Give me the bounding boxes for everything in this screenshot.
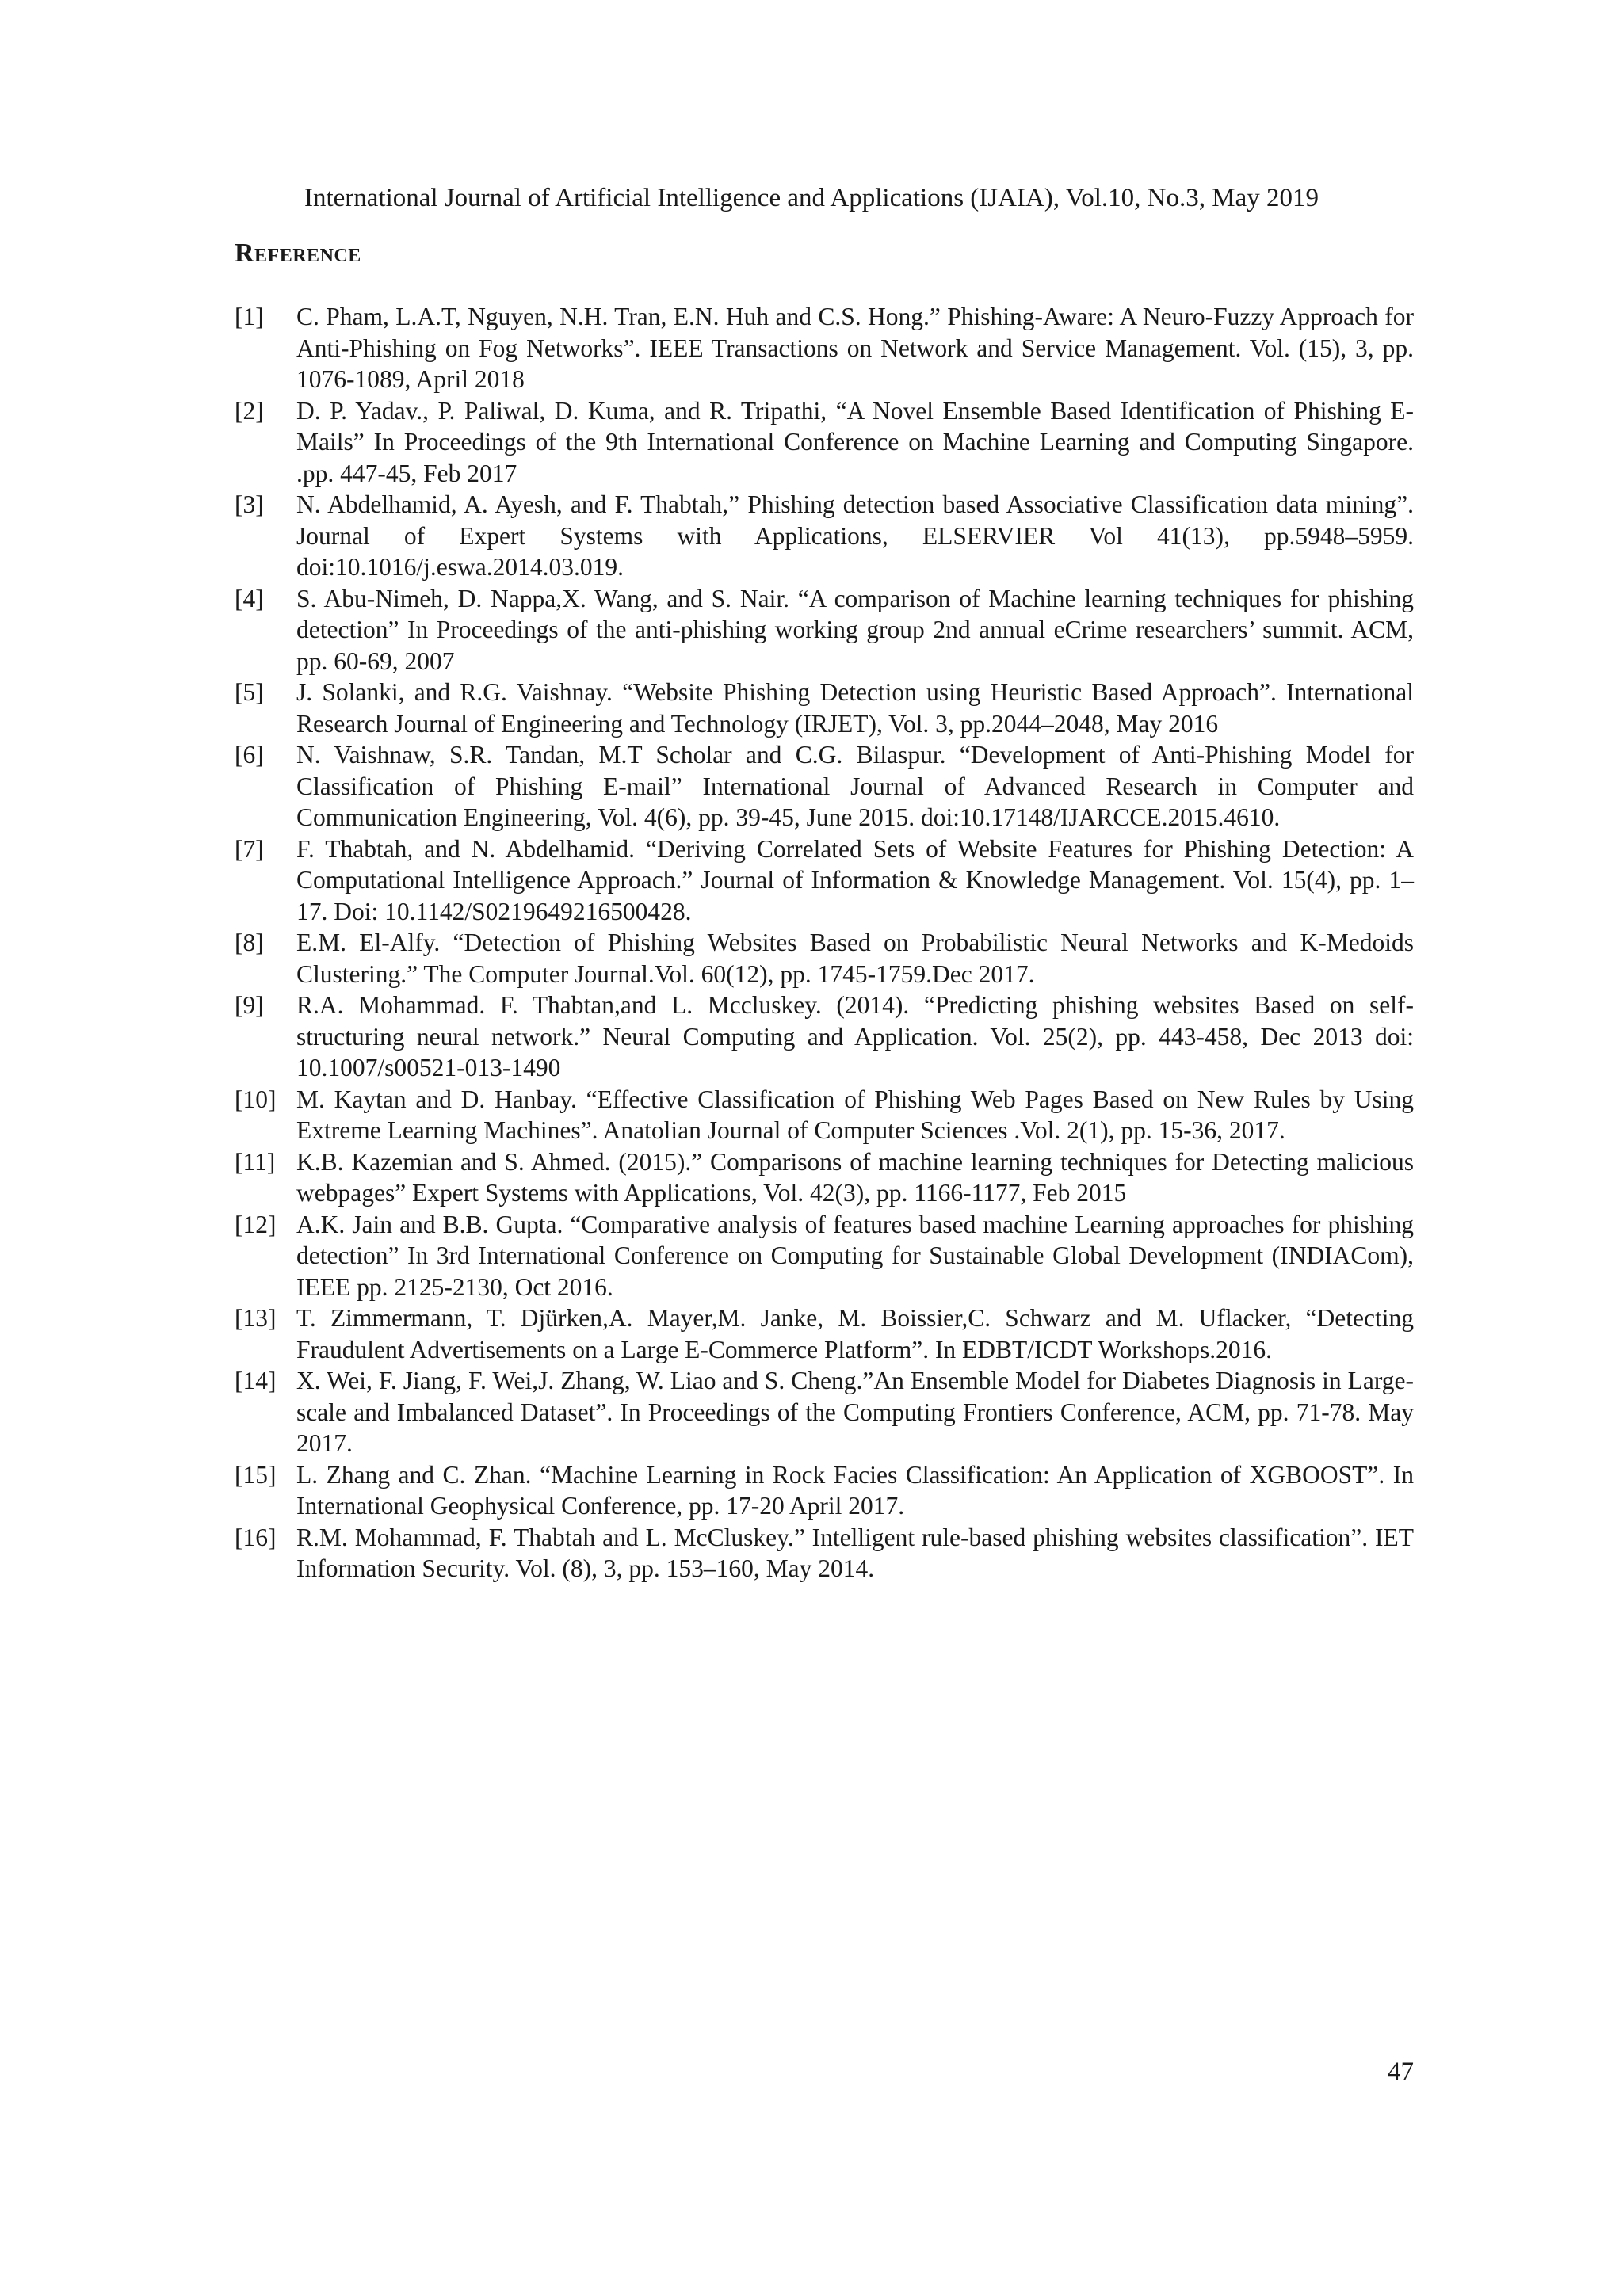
reference-number: [10] bbox=[235, 1085, 277, 1113]
reference-text: L. Zhang and C. Zhan. “Machine Learning in Rock Facies Classification: An Application of XGBOOST”. In International Geophysical Conference, pp. 17-20 April 2017. bbox=[296, 1460, 1414, 1520]
reference-text: R.M. Mohammad, F. Thabtah and L. McCluskey.” Intelligent rule-based phishing websites classification”. IET Information Security. Vol. (8), 3, pp. 153–160, May 2014. bbox=[296, 1523, 1414, 1582]
reference-item bbox=[235, 301, 1414, 395]
reference-text: X. Wei, F. Jiang, F. Wei,J. Zhang, W. Liao and S. Cheng.”An Ensemble Model for Diabetes Diagnosis in Large-scale and Imbalanced Dataset”. In Proceedings of the Computing Frontiers Conference, ACM, pp. 71-78. May 2017. bbox=[296, 1367, 1414, 1457]
reference-text: M. Kaytan and D. Hanbay. “Effective Classification of Phishing Web Pages Based on New Rules by Using Extreme Learning Machines”. Anatolian Journal of Computer Sciences .Vol. 2(1), pp. 15-36, 2017. bbox=[296, 1085, 1414, 1144]
reference-number: [4] bbox=[235, 584, 264, 612]
reference-item bbox=[235, 1365, 1414, 1459]
reference-number: [11] bbox=[235, 1147, 276, 1176]
reference-text: R.A. Mohammad. F. Thabtan,and L. Mccluskey. (2014). “Predicting phishing websites Based on self-structuring neural network.” Neural Computing and Application. Vol. 25(2), pp. 443-458, Dec 2013 doi: 10.1007/s00521-013-1490 bbox=[296, 991, 1414, 1081]
reference-text: A.K. Jain and B.B. Gupta. “Comparative analysis of features based machine Learning approaches for phishing detection” In 3rd International Conference on Computing for Sustainable Global Development (INDIACom), IEEE pp. 2125-2130, Oct 2016. bbox=[296, 1210, 1414, 1301]
reference-number: [1] bbox=[235, 303, 264, 330]
reference-item bbox=[235, 833, 1414, 928]
reference-text: F. Thabtah, and N. Abdelhamid. “Deriving Correlated Sets of Website Features for Phishing Detection: A Computational Intelligence Approach.” Journal of Information & Knowledge Management. Vol. 15(4), pp. 1–17. Doi: 10.1142/S0219649216500428. bbox=[296, 834, 1414, 925]
reference-number: [12] bbox=[235, 1210, 277, 1238]
reference-number: [2] bbox=[235, 396, 264, 425]
reference-item bbox=[235, 739, 1414, 833]
reference-number: [14] bbox=[235, 1367, 277, 1394]
reference-text: N. Vaishnaw, S.R. Tandan, M.T Scholar and C.G. Bilaspur. “Development of Anti-Phishing Model for Classification of Phishing E-mail” International Journal of Advanced Research in Computer and Communication Engineering, Vol. 4(6), pp. 39-45, June 2015. doi:10.17148/IJARCCE.2015.4610. bbox=[296, 741, 1414, 831]
reference-text: T. Zimmermann, T. Djürken,A. Mayer,M. Janke, M. Boissier,C. Schwarz and M. Uflacker, “Detecting Fraudulent Advertisements on a Large E-Commerce Platform”. In EDBT/ICDT Workshops.2016. bbox=[296, 1304, 1414, 1363]
reference-text: N. Abdelhamid, A. Ayesh, and F. Thabtah,” Phishing detection based Associative Classification data mining”. Journal of Expert Systems with Applications, ELSERVIER Vol 41(13), pp.5948–5959. doi:10.1016/j.eswa.2014.03.019. bbox=[296, 490, 1414, 581]
reference-item bbox=[235, 583, 1414, 677]
reference-text: D. P. Yadav., P. Paliwal, D. Kuma, and R. Tripathi, “A Novel Ensemble Based Identification of Phishing E-Mails” In Proceedings of the 9th International Conference on Machine Learning and Computing Singapore. .pp. 447-45, Feb 2017 bbox=[296, 396, 1414, 487]
reference-number: [6] bbox=[235, 741, 264, 769]
reference-number: [13] bbox=[235, 1304, 277, 1332]
reference-item bbox=[235, 1302, 1414, 1365]
reference-item bbox=[235, 677, 1414, 739]
section-heading: Reference bbox=[235, 238, 361, 268]
reference-number: [15] bbox=[235, 1460, 277, 1489]
reference-text: J. Solanki, and R.G. Vaishnay. “Website Phishing Detection using Heuristic Based Approach”. International Research Journal of Engineering and Technology (IRJET), Vol. 3, pp.2044–2048, May 2016 bbox=[296, 678, 1414, 738]
reference-text: E.M. El-Alfy. “Detection of Phishing Websites Based on Probabilistic Neural Networks and K-Medoids Clustering.” The Computer Journal.Vol. 60(12), pp. 1745-1759.Dec 2017. bbox=[296, 929, 1414, 988]
reference-number: [8] bbox=[235, 929, 264, 956]
running-header: International Journal of Artificial Intelligence and Applications (IJAIA), Vol.10, No.3, May 2019 bbox=[304, 184, 1319, 212]
reference-item bbox=[235, 1522, 1414, 1585]
reference-item bbox=[235, 1084, 1414, 1146]
reference-text: S. Abu-Nimeh, D. Nappa,X. Wang, and S. Nair. “A comparison of Machine learning techniques for phishing detection” In Proceedings of the anti-phishing working group 2nd annual eCrime researchers’ summit. ACM, pp. 60-69, 2007 bbox=[296, 584, 1414, 675]
reference-text: C. Pham, L.A.T, Nguyen, N.H. Tran, E.N. Huh and C.S. Hong.” Phishing-Aware: A Neuro-Fuzzy Approach for Anti-Phishing on Fog Networks”. IEEE Transactions on Network and Service Management. Vol. (15), 3, pp. 1076-1089, April 2018 bbox=[296, 303, 1414, 393]
reference-item bbox=[235, 1209, 1414, 1303]
reference-number: [9] bbox=[235, 991, 264, 1019]
reference-number: [7] bbox=[235, 834, 264, 863]
reference-item bbox=[235, 927, 1414, 990]
reference-number: [3] bbox=[235, 490, 264, 518]
reference-item bbox=[235, 395, 1414, 490]
page-number: 47 bbox=[1388, 2058, 1414, 2086]
reference-item bbox=[235, 1459, 1414, 1522]
reference-text: K.B. Kazemian and S. Ahmed. (2015).” Comparisons of machine learning techniques for Detecting malicious webpages” Expert Systems with Applications, Vol. 42(3), pp. 1166-1177, Feb 2015 bbox=[296, 1147, 1414, 1207]
reference-number: [16] bbox=[235, 1523, 277, 1551]
reference-item bbox=[235, 489, 1414, 583]
reference-item bbox=[235, 1146, 1414, 1209]
reference-number: [5] bbox=[235, 678, 264, 706]
reference-item bbox=[235, 990, 1414, 1084]
reference-list bbox=[235, 301, 1414, 1585]
